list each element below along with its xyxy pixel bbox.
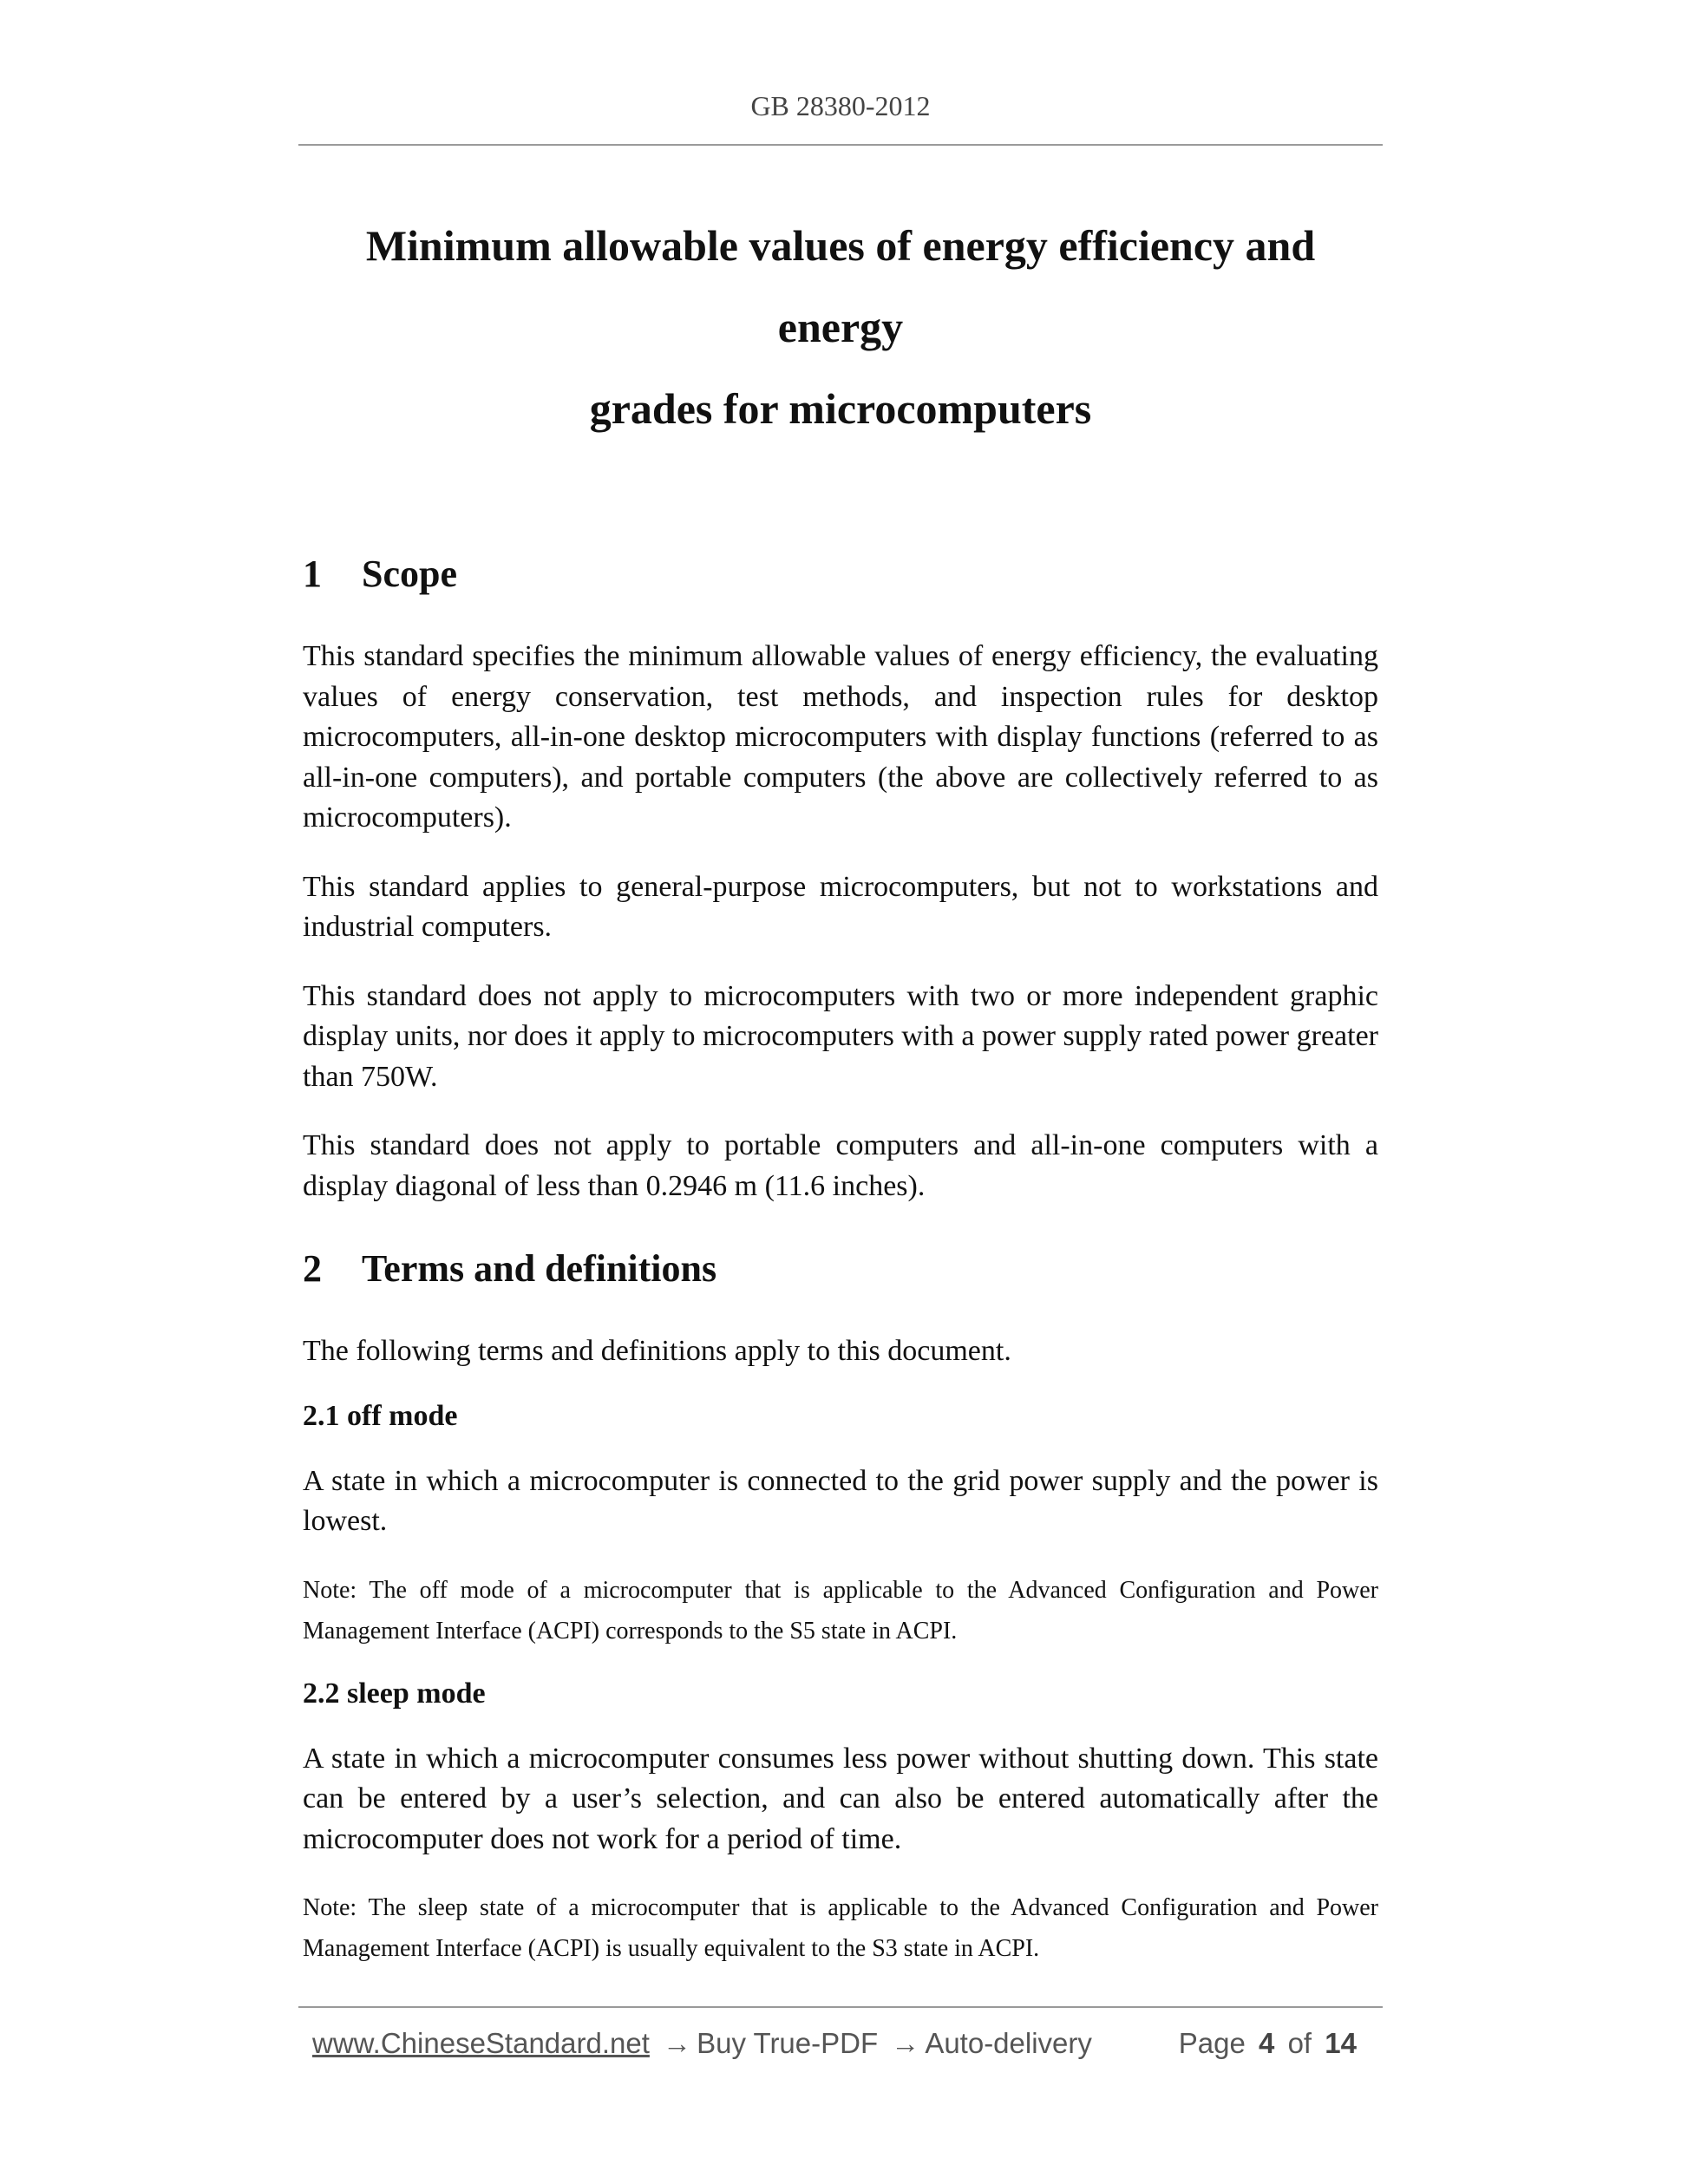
section-number: 2	[303, 1247, 322, 1290]
page-header-doc-code: GB 28380-2012	[750, 90, 931, 121]
of-word: of	[1287, 2027, 1312, 2059]
footer-divider	[298, 2006, 1383, 2008]
buy-true-pdf-text: Buy True-PDF	[697, 2027, 879, 2059]
term-off-mode-note: Note: The off mode of a microcomputer that is applicable to the Advanced Configuration and Power Management Interface (ACPI) corresponds to the S5 state in ACPI.	[303, 1576, 1378, 1645]
document-body	[303, 205, 1378, 1969]
section-scope	[303, 550, 1378, 1206]
term-sleep-mode-definition: A state in which a microcomputer consumes less power without shutting down. This state can be entered by a user’s selection, and can also be entered automatically after the microcomputer does not work for a period of time.	[303, 1742, 1378, 1855]
header-divider	[298, 144, 1383, 146]
title-line-1: Minimum allowable values of energy efficiency and energy	[365, 221, 1316, 351]
section-title: Terms and definitions	[362, 1247, 717, 1290]
section-number: 1	[303, 553, 322, 595]
term-sleep-mode-note: Note: The sleep state of a microcomputer that is applicable to the Advanced Configuration and Power Management Interface (ACPI) is usually equivalent to the S3 state in ACPI.	[303, 1894, 1378, 1962]
document-title	[303, 205, 1378, 449]
scope-paragraph-1: This standard specifies the minimum allowable values of energy efficiency, the evaluating values of energy conservation, test methods, and inspection rules for desktop microcomputers, all-in-one desktop microcomputers with display functions (referred to as all-in-one computers), and portable computers (the above are collectively referred to as microcomputers).	[303, 640, 1378, 834]
scope-paragraph-3: This standard does not apply to microcomputers with two or more independent graphic display units, nor does it apply to microcomputers with a power supply rated power greater than 750W.	[303, 979, 1378, 1093]
page-indicator	[1179, 2024, 1362, 2063]
terms-intro: The following terms and definitions apply to this document.	[303, 1335, 1011, 1367]
chinesestandard-link[interactable]: www.ChineseStandard.net	[312, 2027, 650, 2059]
term-off-mode-definition: A state in which a microcomputer is connected to the grid power supply and the power is lowest.	[303, 1464, 1378, 1537]
section-title: Scope	[362, 553, 457, 595]
title-line-2: grades for microcomputers	[589, 384, 1092, 433]
page-word: Page	[1178, 2027, 1246, 2059]
section-heading-terms	[303, 1245, 1378, 1293]
auto-delivery-text: Auto-delivery	[925, 2027, 1092, 2059]
term-off-mode-label: 2.1 off mode	[303, 1399, 458, 1432]
page-current: 4	[1259, 2027, 1275, 2059]
scope-paragraph-4: This standard does not apply to portable computers and all-in-one computers with a display diagonal of less than 0.2946 m (11.6 inches).	[303, 1129, 1378, 1202]
arrow-right-icon: →	[891, 2027, 920, 2059]
section-terms-definitions	[303, 1245, 1378, 1969]
section-heading-scope	[303, 550, 1378, 598]
arrow-right-icon: →	[663, 2027, 692, 2059]
page-total: 14	[1325, 2027, 1357, 2059]
scope-paragraph-2: This standard applies to general-purpose microcomputers, but not to workstations and industrial computers.	[303, 870, 1378, 943]
page-footer	[312, 2024, 1371, 2063]
term-sleep-mode-label: 2.2 sleep mode	[303, 1677, 486, 1710]
